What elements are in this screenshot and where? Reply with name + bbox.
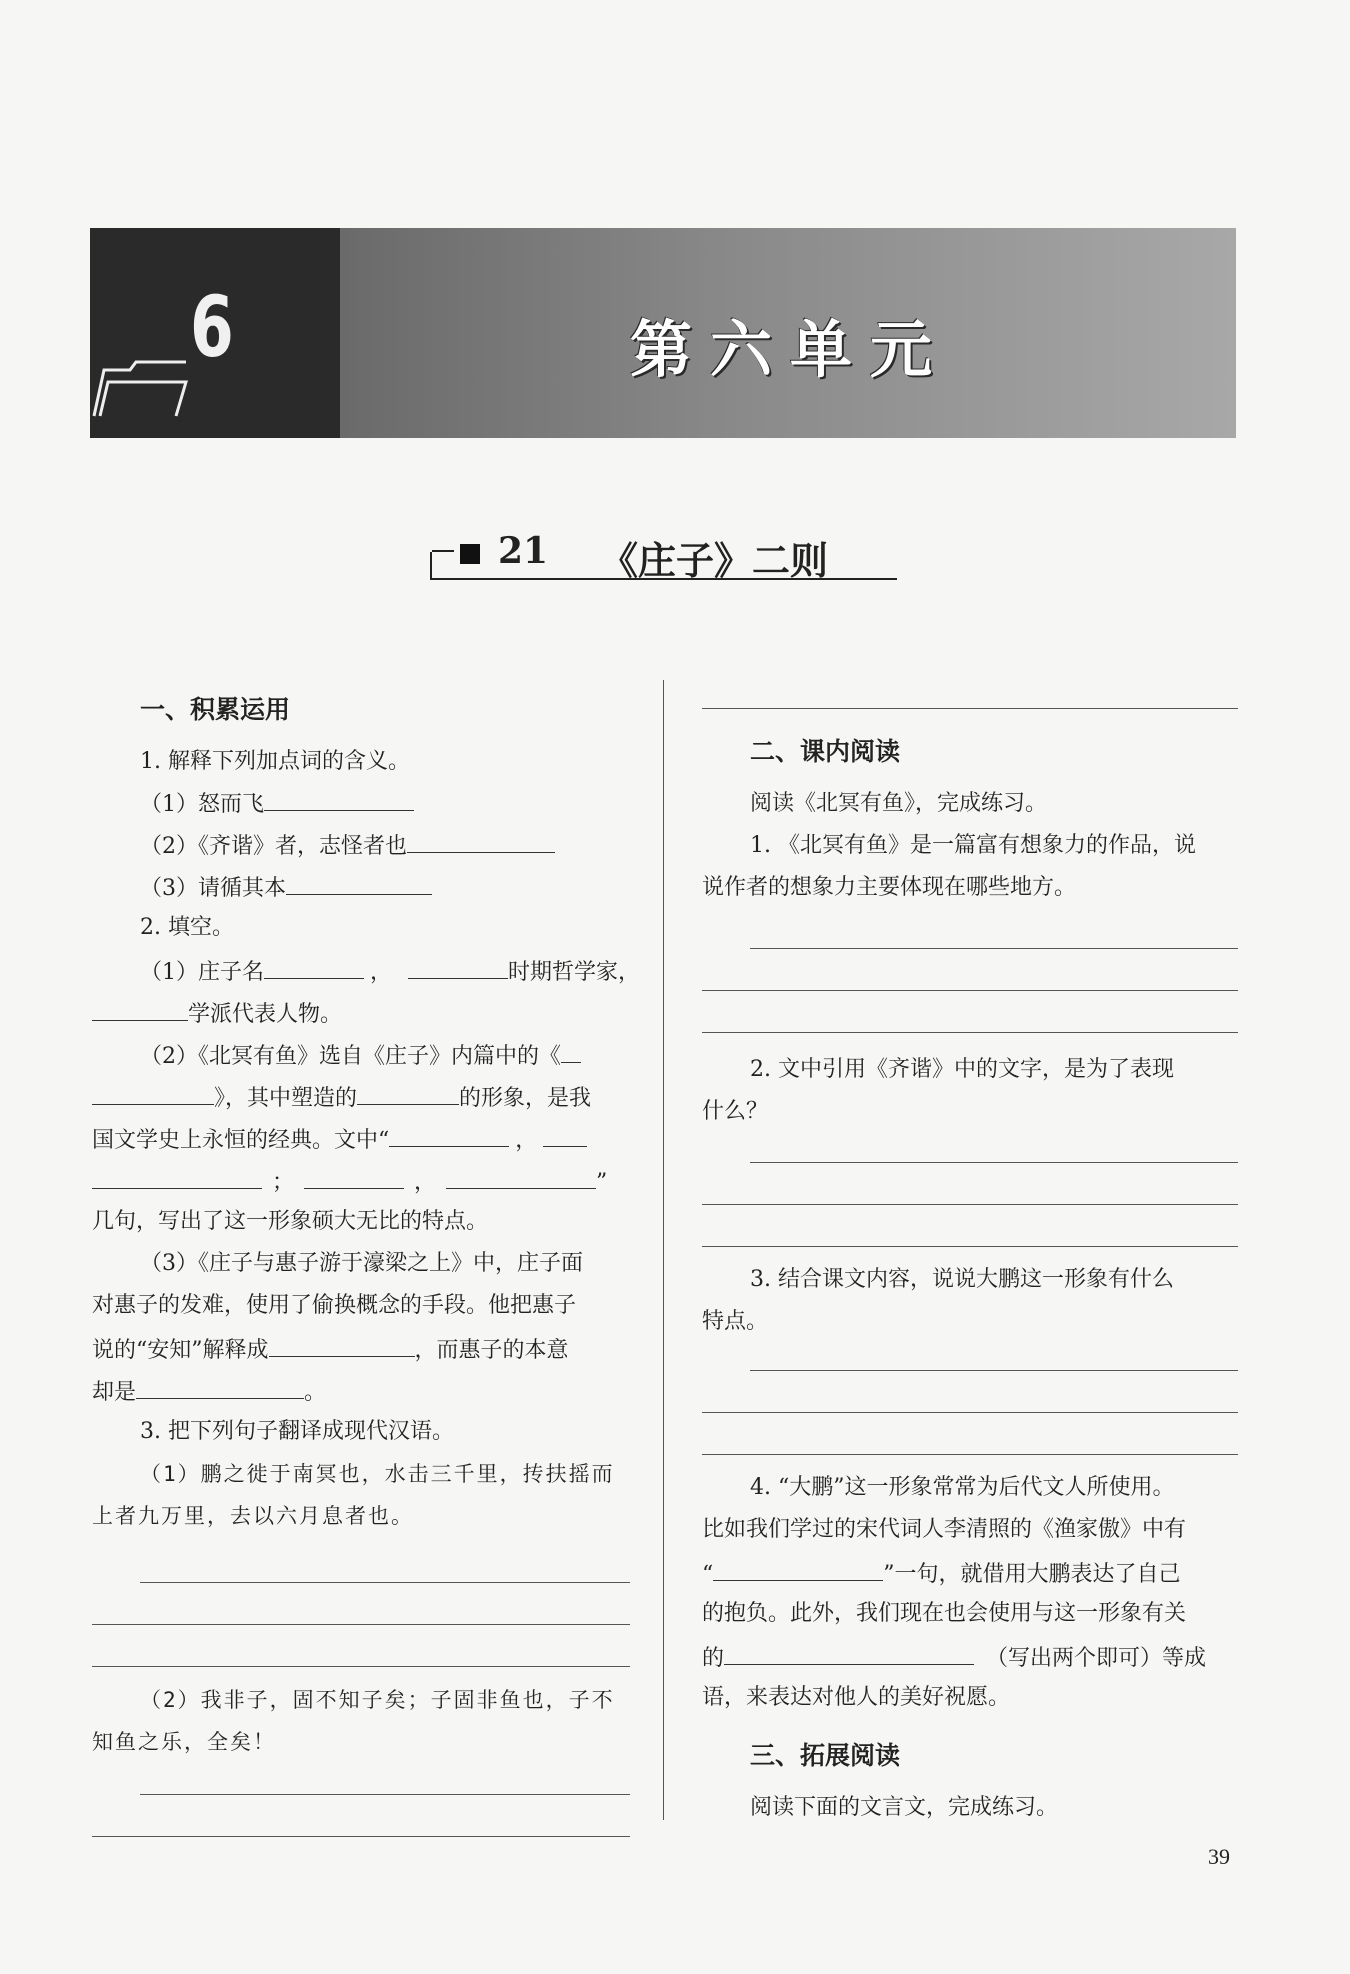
answer-blank[interactable] (724, 1642, 974, 1665)
reading-question-4-cont4 (702, 1642, 1206, 1673)
question-1-2 (140, 830, 555, 861)
question-2-1-text: （1）庄子名 (140, 960, 264, 985)
reading-question-4-cont3: 的抱负。此外，我们现在也会使用与这一形象有关 (702, 1601, 1187, 1626)
lesson-title: 《庄子》二则 (600, 538, 829, 583)
reading-question-4-text-e2: （写出两个即可）等成 (986, 1646, 1207, 1671)
reading-question-4-text-c: ”一句，就借用大鹏表达了自己 (883, 1562, 1181, 1587)
unit-banner (90, 228, 1236, 438)
close-quote: ” (596, 1170, 608, 1195)
period: 。 (304, 1380, 327, 1405)
answer-blank[interactable] (543, 1124, 587, 1147)
question-2-1-cont (92, 998, 342, 1029)
answer-blank[interactable] (269, 1334, 415, 1357)
reading-question-2: 2. 文中引用《齐谐》中的文字，是为了表现 (750, 1057, 1174, 1082)
unit-title: 第六单元 (630, 313, 951, 386)
section-title-extended-reading: 三、拓展阅读 (750, 1741, 901, 1770)
question-2-3-cont2 (92, 1334, 569, 1365)
reading-intro: 阅读《北冥有鱼》，完成练习。 (750, 791, 1048, 816)
semicolon: ； (272, 1170, 295, 1195)
question-2-3-text-e: 却是 (92, 1380, 137, 1405)
answer-blank[interactable] (408, 956, 508, 979)
question-1-1-text: （1）怒而飞 (140, 792, 264, 817)
comma: ， (414, 1170, 437, 1195)
answer-blank[interactable] (446, 1166, 596, 1189)
answer-line[interactable] (702, 708, 1238, 709)
unit-number: 6 (190, 278, 234, 376)
page-number: 39 (1208, 1844, 1230, 1869)
square-bullet-icon (460, 544, 480, 564)
answer-line[interactable] (750, 1370, 1238, 1371)
question-2-1 (140, 956, 640, 987)
answer-line[interactable] (750, 948, 1238, 949)
answer-blank[interactable] (264, 788, 414, 811)
question-2-2-cont3 (92, 1166, 607, 1197)
answer-blank[interactable] (561, 1040, 581, 1063)
answer-line[interactable] (750, 1162, 1238, 1163)
answer-line[interactable] (702, 1412, 1238, 1413)
lesson-heading (430, 530, 900, 583)
comma: ， (515, 1128, 538, 1153)
answer-blank[interactable] (389, 1124, 509, 1147)
reading-question-4-cont5: 语，来表达对他人的美好祝愿。 (702, 1685, 1011, 1710)
reading-question-2-cont: 什么？ (702, 1099, 769, 1124)
question-2-2-text: （2）《北冥有鱼》选自《庄子》内篇中的《 (140, 1044, 561, 1069)
reading-question-4: 4. “大鹏”这一形象常常为后代文人所使用。 (750, 1475, 1175, 1500)
reading-question-3: 3. 结合课文内容，说说大鹏这一形象有什么 (750, 1267, 1174, 1292)
answer-line[interactable] (140, 1582, 630, 1583)
answer-line[interactable] (140, 1794, 630, 1795)
question-2-3-cont3 (92, 1376, 326, 1407)
question-2-1-text-b: 时期哲学家， (508, 960, 641, 985)
reading-question-4-text-e: 的 (702, 1646, 725, 1671)
answer-line[interactable] (92, 1836, 630, 1837)
answer-blank[interactable] (264, 956, 364, 979)
column-divider (663, 680, 664, 1820)
reading-question-3-cont: 特点。 (702, 1309, 769, 1334)
question-2-3-cont: 对惠子的发难，使用了偷换概念的手段。他把惠子 (92, 1293, 577, 1318)
reading-question-4-cont2 (702, 1558, 1181, 1589)
answer-blank[interactable] (304, 1166, 404, 1189)
question-1-3-text: （3）请循其本 (140, 876, 286, 901)
question-3: 3. 把下列句子翻译成现代汉语。 (140, 1419, 454, 1444)
extended-reading-intro: 阅读下面的文言文，完成练习。 (750, 1795, 1059, 1820)
comma: ， (370, 960, 393, 985)
section-title-accumulation: 一、积累运用 (140, 695, 291, 724)
question-2-2-text-c: 的形象，是我 (459, 1086, 592, 1111)
lesson-number: 21 (498, 530, 549, 572)
reading-question-4-cont: 比如我们学过的宋代词人李清照的《渔家傲》中有 (702, 1517, 1187, 1542)
question-2-3: （3）《庄子与惠子游于濠梁之上》中，庄子面 (140, 1251, 583, 1276)
unit-title-block (340, 228, 1236, 438)
question-1-3 (140, 872, 432, 903)
answer-blank[interactable] (92, 1166, 262, 1189)
question-2-3-text-c: 说的“安知”解释成 (92, 1338, 269, 1363)
answer-blank[interactable] (92, 998, 188, 1021)
answer-blank[interactable] (286, 872, 432, 895)
answer-line[interactable] (702, 1246, 1238, 1247)
answer-blank[interactable] (357, 1082, 459, 1105)
folder-icon (90, 358, 190, 418)
answer-blank[interactable] (713, 1558, 883, 1581)
answer-line[interactable] (702, 990, 1238, 991)
section-title-in-class-reading: 二、课内阅读 (750, 737, 901, 766)
open-quote: “ (702, 1562, 714, 1587)
question-3-1: （1）鹏之徙于南冥也，水击三千里，抟扶摇而 (140, 1462, 615, 1486)
unit-number-block (90, 228, 340, 438)
question-2-2-cont (92, 1082, 591, 1113)
question-2-2-cont2 (92, 1124, 587, 1155)
answer-line[interactable] (92, 1666, 630, 1667)
question-1-1 (140, 788, 414, 819)
reading-question-1: 1. 《北冥有鱼》是一篇富有想象力的作品，说 (750, 833, 1196, 858)
question-2-2 (140, 1040, 581, 1071)
question-1-2-text: （2）《齐谐》者，志怪者也 (140, 834, 407, 859)
answer-line[interactable] (702, 1454, 1238, 1455)
answer-line[interactable] (702, 1204, 1238, 1205)
question-2-2-text-d: 国文学史上永恒的经典。文中“ (92, 1128, 390, 1153)
question-2-2-text-b: 》，其中塑造的 (214, 1086, 358, 1111)
answer-line[interactable] (702, 1032, 1238, 1033)
question-1: 1. 解释下列加点词的含义。 (140, 749, 410, 774)
question-2-2-cont4: 几句，写出了这一形象硕大无比的特点。 (92, 1209, 489, 1234)
question-2: 2. 填空。 (140, 915, 234, 940)
answer-blank[interactable] (136, 1376, 304, 1399)
question-3-2: （2）我非子，固不知子矣；子固非鱼也，子不 (140, 1688, 615, 1712)
question-3-1-cont: 上者九万里，去以六月息者也。 (92, 1504, 414, 1528)
answer-blank[interactable] (407, 830, 555, 853)
answer-line[interactable] (92, 1624, 630, 1625)
question-2-3-text-d: ，而惠子的本意 (414, 1338, 569, 1363)
question-3-2-cont: 知鱼之乐，全矣！ (92, 1730, 276, 1754)
answer-blank[interactable] (92, 1082, 214, 1105)
reading-question-1-cont: 说作者的想象力主要体现在哪些地方。 (702, 875, 1077, 900)
question-2-1-text-c: 学派代表人物。 (188, 1002, 343, 1027)
